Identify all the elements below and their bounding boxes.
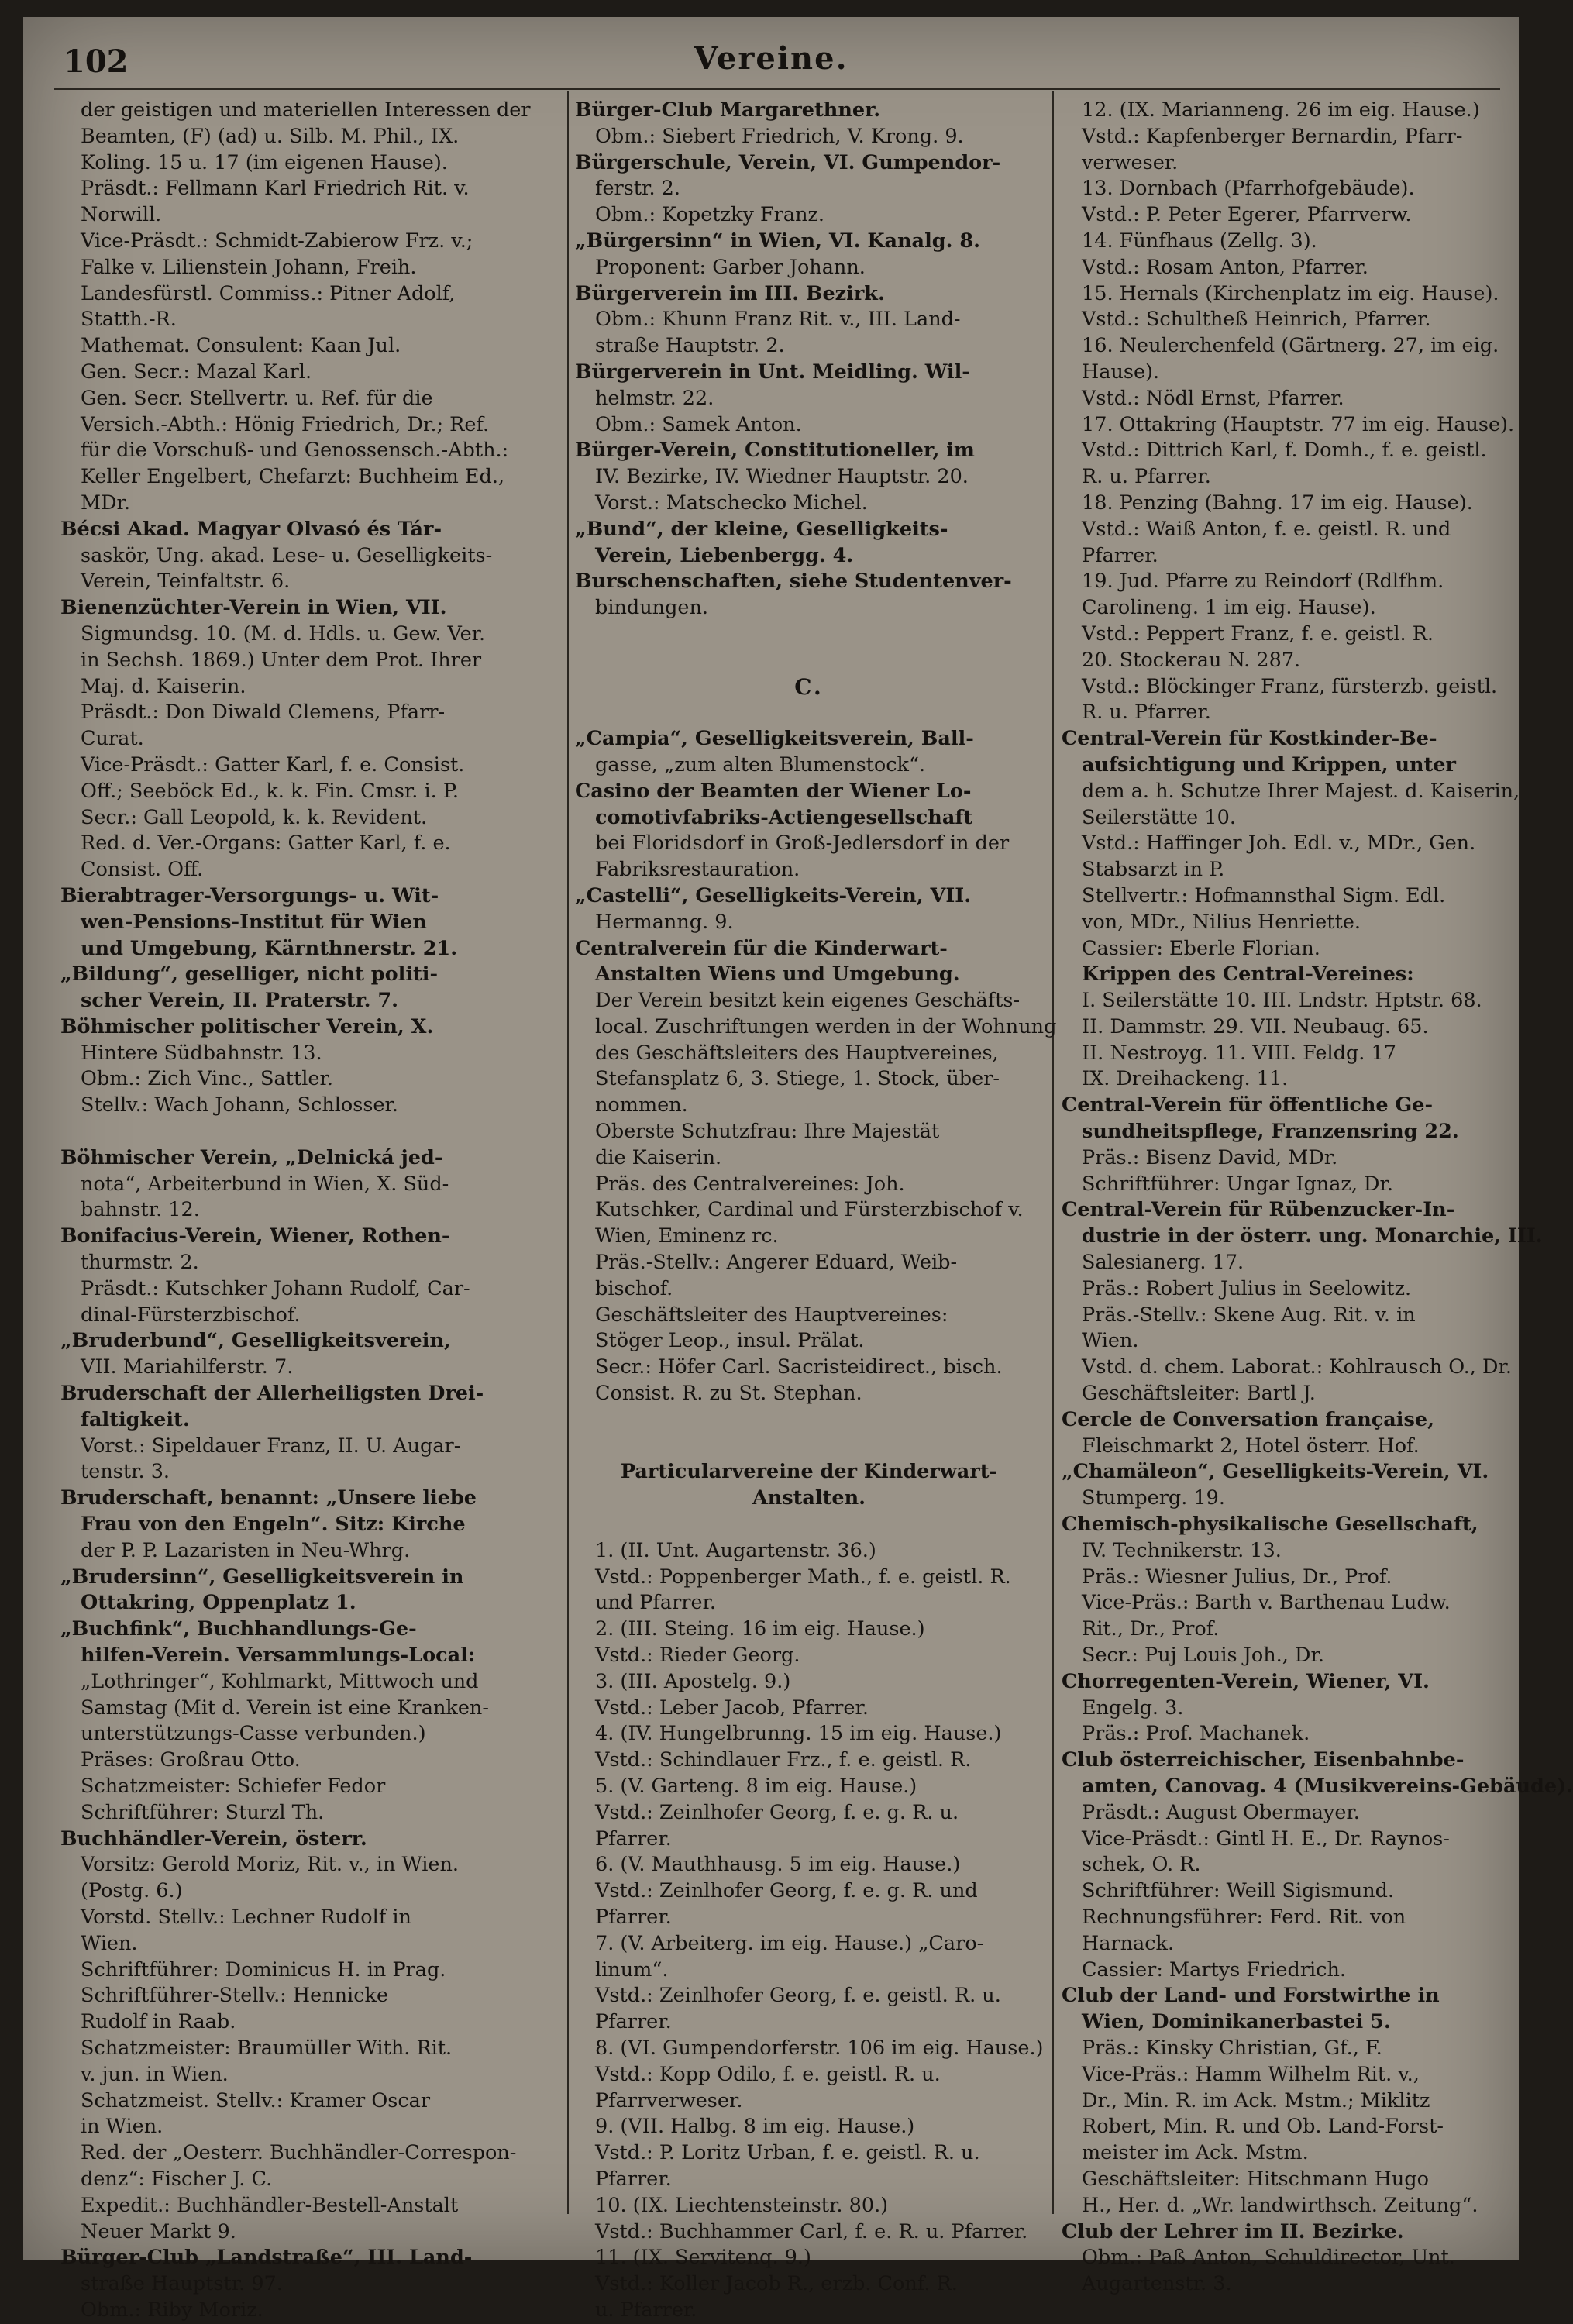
text-line: Krippen des Central-Vereines:	[1082, 962, 1414, 986]
text-line: Vstd.: Koller Jacob R., erzb. Conf. R.	[595, 2272, 958, 2296]
text-line: aufsichtigung und Krippen, unter	[1082, 752, 1456, 776]
text-line: linum“.	[595, 1957, 669, 1981]
text-line: Pfarrer.	[595, 2167, 672, 2191]
entry-heading: Bienenzüchter-Verein in Wien, VII.	[60, 596, 447, 620]
text-line: Wien.	[81, 1931, 138, 1955]
entry-heading: Chorregenten-Verein, Wiener, VI.	[1062, 1669, 1430, 1693]
text-line: Vstd.: Poppenberger Math., f. e. geistl. R.	[595, 1565, 1011, 1589]
text-line: Secr.: Puj Louis Joh., Dr.	[1082, 1644, 1324, 1668]
text-line: wen-Pensions-Institut für Wien	[81, 910, 427, 934]
text-line: v. jun. in Wien.	[81, 2062, 229, 2086]
page-number: 102	[64, 43, 129, 80]
text-line: Schatzmeist. Stellv.: Kramer Oscar	[81, 2088, 431, 2112]
text-line: thurmstr. 2.	[81, 1251, 199, 1275]
text-line: Vstd.: Rieder Georg.	[595, 1644, 800, 1668]
text-line: 12. (IX. Marianneng. 26 im eig. Hause.)	[1082, 98, 1480, 122]
entry-heading: „Campia“, Geselligkeitsverein, Ball-	[575, 727, 974, 751]
text-line: Koling. 15 u. 17 (im eigenen Hause).	[81, 150, 448, 174]
entry-heading: Club der Land- und Forstwirthe in	[1062, 1984, 1440, 2008]
entry-heading: Centralverein für die Kinderwart-	[575, 936, 948, 960]
text-line: Präs.: Bisenz David, MDr.	[1082, 1145, 1338, 1169]
text-line: Fabriksrestauration.	[595, 858, 800, 882]
text-line: Secr.: Gall Leopold, k. k. Revident.	[81, 805, 428, 829]
text-line: Vice-Präsdt.: Schmidt-Zabierow Frz. v.;	[81, 229, 473, 253]
text-line: Ottakring, Oppenplatz 1.	[81, 1591, 356, 1615]
text-line: Neuer Markt 9.	[81, 2219, 236, 2243]
text-line: 2. (III. Steing. 16 im eig. Hause.)	[595, 1617, 925, 1641]
text-line: Keller Engelbert, Chefarzt: Buchheim Ed.,	[81, 465, 505, 489]
text-line: 16. Neulerchenfeld (Gärtnerg. 27, im eig.	[1082, 334, 1499, 358]
text-line: I. Seilerstätte 10. III. Lndstr. Hptstr. 68.	[1082, 989, 1482, 1013]
text-line: 6. (V. Mauthhausg. 5 im eig. Hause.)	[595, 1853, 961, 1877]
entry-heading: Böhmischer Verein, „Delnická jed-	[60, 1145, 443, 1169]
text-line: der geistigen und materiellen Interessen der	[81, 98, 531, 122]
text-line: bei Floridsdorf in Groß-Jedlersdorf in der	[595, 831, 1010, 856]
text-line: Dr., Min. R. im Ack. Mstm.; Miklitz	[1082, 2088, 1430, 2112]
entry-heading: Bruderschaft, benannt: „Unsere liebe	[60, 1486, 477, 1510]
text-line: 18. Penzing (Bahng. 17 im eig. Hause).	[1082, 491, 1473, 515]
entry-heading: Bürgerschule, Verein, VI. Gumpendor-	[575, 150, 1001, 174]
text-line: Vice-Präsdt.: Gatter Karl, f. e. Consist.	[81, 752, 465, 776]
text-line: Robert, Min. R. und Ob. Land-Forst-	[1082, 2115, 1444, 2139]
text-line: unterstützungs-Casse verbunden.)	[81, 1722, 426, 1746]
text-line: (Postg. 6.)	[81, 1879, 183, 1903]
text-line: Schriftführer: Dominicus H. in Prag.	[81, 1957, 446, 1981]
text-line: Obm.: Paß Anton, Schuldirector, Unt.	[1082, 2246, 1455, 2270]
text-line: comotivfabriks-Actiengesellschaft	[595, 805, 973, 829]
entry-heading: Bierabtrager-Versorgungs- u. Wit-	[60, 883, 439, 907]
text-line: Stefansplatz 6, 3. Stiege, 1. Stock, über-	[595, 1067, 1000, 1091]
blank-line	[575, 648, 1043, 674]
subsection-heading: Anstalten.	[752, 1486, 866, 1510]
text-line: Gen. Secr.: Mazal Karl.	[81, 360, 312, 384]
text-line: MDr.	[81, 491, 131, 515]
text-line: Präs.: Wiesner Julius, Dr., Prof.	[1082, 1565, 1392, 1589]
text-line: IV. Technikerstr. 13.	[1082, 1538, 1282, 1562]
text-line: Vorsitz: Gerold Moriz, Rit. v., in Wien.	[81, 1853, 460, 1877]
text-line: Vstd.: Buchhammer Carl, f. e. R. u. Pfarrer.	[595, 2219, 1028, 2243]
entry-heading: Buchhändler-Verein, österr.	[60, 1826, 367, 1851]
entry-heading: Club österreichischer, Eisenbahnbe-	[1062, 1748, 1465, 1772]
text-line: Präsdt.: August Obermayer.	[1082, 1800, 1360, 1824]
text-line: und Umgebung, Kärnthnerstr. 21.	[81, 936, 458, 960]
text-line: amten, Canovag. 4 (Musikvereins-Gebäude).	[1082, 1775, 1573, 1798]
text-line: R. u. Pfarrer.	[1082, 465, 1211, 489]
text-line: Vstd.: P. Peter Egerer, Pfarrverw.	[1082, 203, 1412, 227]
text-line: in Wien.	[81, 2115, 163, 2139]
entry-heading: Chemisch-physikalische Gesellschaft,	[1062, 1513, 1478, 1537]
entry-heading: Bürger-Verein, Constitutioneller, im	[575, 439, 975, 463]
entry-heading: Burschenschaften, siehe Studentenver-	[575, 570, 1012, 594]
text-line: Geschäftsleiter: Bartl J.	[1082, 1382, 1316, 1406]
text-line: Stöger Leop., insul. Prälat.	[595, 1329, 865, 1353]
text-column-middle	[575, 98, 1057, 2322]
text-line: Der Verein besitzt kein eigenes Geschäfts-	[595, 989, 1021, 1013]
text-line: Pfarrer.	[595, 1905, 672, 1929]
text-line: Geschäftsleiter: Hitschmann Hugo	[1082, 2167, 1429, 2191]
text-line: der P. P. Lazaristen in Neu-Whrg.	[81, 1538, 411, 1562]
text-line: R. u. Pfarrer.	[1082, 701, 1211, 725]
book-page	[23, 17, 1573, 2322]
text-line: Curat.	[81, 727, 144, 751]
text-line: Vstd.: Nödl Ernst, Pfarrer.	[1082, 386, 1344, 410]
text-line: Wien, Eminenz rc.	[595, 1224, 779, 1248]
text-line: Rudolf in Raab.	[81, 2010, 236, 2034]
text-line: Frau von den Engeln“. Sitz: Kirche	[81, 1513, 466, 1537]
entry-heading: Bürger-Club „Landstraße“, III. Land-	[60, 2246, 473, 2270]
text-line: 5. (V. Garteng. 8 im eig. Hause.)	[595, 1775, 917, 1798]
text-line: Falke v. Lilienstein Johann, Freih.	[81, 255, 417, 279]
text-line: nota“, Arbeiterbund in Wien, X. Süd-	[81, 1172, 449, 1196]
entry-heading: Bonifacius-Verein, Wiener, Rothen-	[60, 1224, 450, 1248]
text-line: Vstd. d. chem. Laborat.: Kohlrausch O., Dr.	[1082, 1355, 1512, 1379]
entry-heading: Central-Verein für Rübenzucker-In-	[1062, 1198, 1455, 1222]
entry-heading: „Bund“, der kleine, Geselligkeits-	[575, 517, 948, 541]
column-divider	[567, 91, 569, 2214]
text-line: Obm.: Khunn Franz Rit. v., III. Land-	[595, 308, 961, 332]
text-line: Schatzmeister: Braumüller With. Rit.	[81, 2036, 453, 2060]
entry-heading: Casino der Beamten der Wiener Lo-	[575, 779, 972, 803]
text-line: Stabsarzt in P.	[1082, 858, 1225, 882]
text-line: des Geschäftsleiters des Hauptvereines,	[595, 1041, 999, 1065]
entry-heading: Bürger-Club Margarethner.	[575, 98, 881, 122]
text-line: Vstd.: Leber Jacob, Pfarrer.	[595, 1696, 869, 1720]
entry-heading: Central-Verein für öffentliche Ge-	[1062, 1093, 1434, 1117]
text-line: II. Dammstr. 29. VII. Neubaug. 65.	[1082, 1014, 1429, 1038]
text-line: Vice-Präs.: Hamm Wilhelm Rit. v.,	[1082, 2062, 1420, 2086]
text-line: Secr.: Höfer Carl. Sacristeidirect., bisch.	[595, 1355, 1003, 1379]
text-line: u. Pfarrer.	[595, 2298, 697, 2322]
text-line: Obm.: Samek Anton.	[595, 412, 802, 436]
text-line: Vstd.: Kapfenberger Bernardin, Pfarr-	[1082, 124, 1463, 148]
text-line: Obm.: Kopetzky Franz.	[595, 203, 825, 227]
text-line: meister im Ack. Mstm.	[1082, 2141, 1309, 2165]
subsection-heading: Particularvereine der Kinderwart-	[620, 1460, 998, 1484]
text-line: Pfarrverweser.	[595, 2088, 743, 2112]
text-line: Präses: Großrau Otto.	[81, 1748, 301, 1772]
entry-heading: „Buchfink“, Buchhandlungs-Ge-	[60, 1617, 417, 1641]
text-line: Vstd.: Kopp Odilo, f. e. geistl. R. u.	[595, 2062, 941, 2086]
text-line: Proponent: Garber Johann.	[595, 255, 866, 279]
text-line: Vstd.: Zeinlhofer Georg, f. e. geistl. R. u.	[595, 1984, 1001, 2008]
text-line: local. Zuschriftungen werden in der Wohnung	[595, 1014, 1057, 1038]
entry-heading: Bécsi Akad. Magyar Olvasó és Tár-	[60, 517, 442, 541]
text-line: Vstd.: Haffinger Joh. Edl. v., MDr., Gen.	[1082, 831, 1476, 856]
text-column-right	[1062, 98, 1573, 2296]
entry-heading: Bürgerverein im III. Bezirk.	[575, 281, 885, 305]
text-line: Schriftführer: Sturzl Th.	[81, 1800, 325, 1824]
text-line: Präs. des Centralvereines: Joh.	[595, 1172, 905, 1196]
text-line: helmstr. 22.	[595, 386, 714, 410]
text-line: Verein, Liebenbergg. 4.	[595, 543, 854, 567]
blank-line	[575, 700, 1043, 726]
text-line: Sigmundsg. 10. (M. d. Hdls. u. Gew. Ver.	[81, 621, 486, 646]
entry-heading: „Brudersinn“, Geselligkeitsverein in	[60, 1565, 464, 1589]
blank-line	[575, 1434, 1043, 1460]
text-line: Vstd.: Schultheß Heinrich, Pfarrer.	[1082, 308, 1431, 332]
text-line: Vstd.: Zeinlhofer Georg, f. e. g. R. und	[595, 1879, 978, 1903]
text-column-left	[60, 98, 556, 2322]
text-line: 20. Stockerau N. 287.	[1082, 648, 1301, 672]
text-line: scher Verein, II. Praterstr. 7.	[81, 989, 399, 1013]
text-line: für die Vorschuß- und Genossensch.-Abth.:	[81, 439, 509, 463]
text-line: straße Hauptstr. 2.	[595, 334, 785, 358]
text-line: sundheitspflege, Franzensring 22.	[1082, 1120, 1459, 1144]
text-line: Samstag (Mit d. Verein ist eine Kranken-	[81, 1696, 489, 1720]
text-line: Vice-Präsdt.: Gintl H. E., Dr. Raynos-	[1082, 1826, 1450, 1851]
entry-heading: Bruderschaft der Allerheiligsten Drei-	[60, 1382, 484, 1406]
header-rule	[54, 88, 1500, 90]
blank-line	[575, 1512, 1043, 1538]
text-line: Maj. d. Kaiserin.	[81, 674, 246, 698]
text-line: dinal-Fürsterzbischof.	[81, 1303, 301, 1327]
entry-heading: Central-Verein für Kostkinder-Be-	[1062, 727, 1437, 751]
entry-heading: „Bürgersinn“ in Wien, VI. Kanalg. 8.	[575, 229, 980, 253]
text-line: Vorst.: Sipeldauer Franz, II. U. Augar-	[81, 1434, 461, 1458]
text-line: Präsdt.: Fellmann Karl Friedrich Rit. v.	[81, 177, 470, 201]
text-line: Vstd.: Peppert Franz, f. e. geistl. R.	[1082, 621, 1434, 646]
text-line: 11. (IX. Servitenq. 9.)	[595, 2246, 811, 2270]
entry-heading: Böhmischer politischer Verein, X.	[60, 1014, 434, 1038]
text-line: 7. (V. Arbeiterg. im eig. Hause.) „Caro-	[595, 1931, 984, 1955]
text-line: Vstd.: Waiß Anton, f. e. geistl. R. und	[1082, 517, 1451, 541]
blank-line	[575, 621, 1043, 648]
text-line: Rechnungsführer: Ferd. Rit. von	[1082, 1905, 1406, 1929]
text-line: Präs.: Kinsky Christian, Gf., F.	[1082, 2036, 1382, 2060]
blank-line	[575, 1407, 1043, 1434]
section-letter: C.	[794, 673, 824, 700]
running-head: Vereine.	[694, 40, 848, 77]
text-line: und Pfarrer.	[595, 1591, 717, 1615]
text-line: Vorst.: Matschecko Michel.	[595, 491, 868, 515]
text-line: dustrie in der österr. ung. Monarchie, III.	[1082, 1224, 1543, 1248]
text-line: Pfarrer.	[1082, 543, 1158, 567]
column-divider	[1052, 91, 1054, 2214]
text-line: Vorstd. Stellv.: Lechner Rudolf in	[81, 1905, 411, 1929]
text-line: Engelg. 3.	[1082, 1696, 1184, 1720]
text-line: Red. d. Ver.-Organs: Gatter Karl, f. e.	[81, 831, 451, 856]
text-line: VII. Mariahilferstr. 7.	[81, 1355, 294, 1379]
text-line: Seilerstätte 10.	[1082, 805, 1236, 829]
text-line: 19. Jud. Pfarre zu Reindorf (Rdlfhm.	[1082, 570, 1444, 594]
text-line: 1. (II. Unt. Augartenstr. 36.)	[595, 1538, 876, 1562]
text-line: Obm.: Zich Vinc., Sattler.	[81, 1067, 333, 1091]
text-line: Carolineng. 1 im eig. Hause).	[1082, 596, 1376, 620]
text-line: 4. (IV. Hungelbrunng. 15 im eig. Hause.)	[595, 1722, 1002, 1746]
text-line: Salesianerg. 17.	[1082, 1251, 1244, 1275]
text-line: 10. (IX. Liechtensteinstr. 80.)	[595, 2193, 889, 2217]
text-line: Norwill.	[81, 203, 162, 227]
text-line: Vstd.: P. Loritz Urban, f. e. geistl. R. u.	[595, 2141, 980, 2165]
text-line: 14. Fünfhaus (Zellg. 3).	[1082, 229, 1317, 253]
text-line: Vstd.: Zeinlhofer Georg, f. e. g. R. u.	[595, 1800, 959, 1824]
text-line: Beamten, (F) (ad) u. Silb. M. Phil., IX.	[81, 124, 460, 148]
text-line: Vstd.: Dittrich Karl, f. Domh., f. e. geistl.	[1082, 439, 1487, 463]
text-line: Verein, Teinfaltstr. 6.	[81, 570, 291, 594]
text-line: Kutschker, Cardinal und Fürsterzbischof v.	[595, 1198, 1024, 1222]
text-line: saskör, Ung. akad. Lese- u. Geselligkeits-	[81, 543, 493, 567]
text-line: denz“: Fischer J. C.	[81, 2167, 273, 2191]
text-line: Schriftführer: Ungar Ignaz, Dr.	[1082, 1172, 1393, 1196]
text-line: Vstd.: Blöckinger Franz, fürsterzb. geistl.	[1082, 674, 1498, 698]
text-line: Präs.: Prof. Machanek.	[1082, 1722, 1310, 1746]
text-line: verweser.	[1082, 150, 1179, 174]
entry-heading: Cercle de Conversation française,	[1062, 1407, 1434, 1431]
text-line: Vice-Präs.: Barth v. Barthenau Ludw.	[1082, 1591, 1451, 1615]
text-line: Stumperg. 19.	[1082, 1486, 1226, 1510]
text-line: Obm.: Riby Moriz.	[81, 2298, 263, 2322]
text-line: Wien.	[1082, 1329, 1139, 1353]
entry-heading: „Bildung“, geselliger, nicht politi-	[60, 962, 439, 986]
text-line: Stellvertr.: Hofmannsthal Sigm. Edl.	[1082, 883, 1446, 907]
text-line: Versich.-Abth.: Hönig Friedrich, Dr.; Ref.	[81, 412, 490, 436]
text-line: Statth.-R.	[81, 308, 177, 332]
text-line: Schriftführer-Stellv.: Hennicke	[81, 1984, 389, 2008]
entry-heading: Bürgerverein in Unt. Meidling. Wil-	[575, 360, 970, 384]
text-line: Gen. Secr. Stellvertr. u. Ref. für die	[81, 386, 433, 410]
text-line: tenstr. 3.	[81, 1460, 170, 1484]
text-line: II. Nestroyg. 11. VIII. Feldg. 17	[1082, 1041, 1396, 1065]
text-line: Oberste Schutzfrau: Ihre Majestät	[595, 1120, 940, 1144]
text-line: Präs.: Robert Julius in Seelowitz.	[1082, 1276, 1412, 1300]
text-line: H., Her. d. „Wr. landwirthsch. Zeitung“.	[1082, 2193, 1478, 2217]
text-line: Consist. Off.	[81, 858, 204, 882]
text-line: Hintere Südbahnstr. 13.	[81, 1041, 322, 1065]
text-line: Vstd.: Schindlauer Frz., f. e. geistl. R.	[595, 1748, 972, 1772]
text-line: Wien, Dominikanerbastei 5.	[1082, 2010, 1391, 2034]
text-line: Cassier: Martys Friedrich.	[1082, 1957, 1346, 1981]
text-line: Präs.-Stellv.: Skene Aug. Rit. v. in	[1082, 1303, 1416, 1327]
text-line: Vstd.: Rosam Anton, Pfarrer.	[1082, 255, 1368, 279]
text-line: Pfarrer.	[595, 2010, 672, 2034]
text-line: 8. (VI. Gumpendorferstr. 106 im eig. Hause.)	[595, 2036, 1044, 2060]
entry-heading: „Bruderbund“, Geselligkeitsverein,	[60, 1329, 451, 1353]
text-line: 3. (III. Apostelg. 9.)	[595, 1669, 791, 1693]
text-line: Expedit.: Buchhändler-Bestell-Anstalt	[81, 2193, 459, 2217]
text-line: faltigkeit.	[81, 1407, 190, 1431]
text-line: bischof.	[595, 1276, 673, 1300]
entry-heading: „Castelli“, Geselligkeits-Verein, VII.	[575, 883, 972, 907]
text-line: Anstalten Wiens und Umgebung.	[595, 962, 960, 986]
text-line: 13. Dornbach (Pfarrhofgebäude).	[1082, 177, 1415, 201]
text-line: „Lothringer“, Kohlmarkt, Mittwoch und	[81, 1669, 479, 1693]
text-line: 15. Hernals (Kirchenplatz im eig. Hause).	[1082, 281, 1499, 305]
text-line: Mathemat. Consulent: Kaan Jul.	[81, 334, 401, 358]
text-line: Hause).	[1082, 360, 1160, 384]
text-line: die Kaiserin.	[595, 1145, 722, 1169]
text-line: schek, O. R.	[1082, 1853, 1201, 1877]
text-line: Red. der „Oesterr. Buchhändler-Correspon-	[81, 2141, 517, 2165]
text-line: ferstr. 2.	[595, 177, 680, 201]
text-line: Pfarrer.	[595, 1826, 672, 1851]
text-line: Off.; Seeböck Ed., k. k. Fin. Cmsr. i. P.	[81, 779, 459, 803]
text-line: Consist. R. zu St. Stephan.	[595, 1382, 862, 1406]
text-line: Rit., Dr., Prof.	[1082, 1617, 1220, 1641]
text-line: 17. Ottakring (Hauptstr. 77 im eig. Hause).	[1082, 412, 1515, 436]
text-line: von, MDr., Nilius Henriette.	[1082, 910, 1361, 934]
text-line: nommen.	[595, 1093, 688, 1117]
text-line: Geschäftsleiter des Hauptvereines:	[595, 1303, 948, 1327]
text-line: Harnack.	[1082, 1931, 1175, 1955]
text-line: Obm.: Siebert Friedrich, V. Krong. 9.	[595, 124, 964, 148]
text-line: straße Hauptstr. 97.	[81, 2272, 283, 2296]
text-line: IX. Dreihackeng. 11.	[1082, 1067, 1289, 1091]
blank-line	[60, 1119, 556, 1145]
entry-heading: Club der Lehrer im II. Bezirke.	[1062, 2219, 1404, 2243]
text-line: in Sechsh. 1869.) Unter dem Prot. Ihrer	[81, 648, 482, 672]
text-line: Präs.-Stellv.: Angerer Eduard, Weib-	[595, 1251, 958, 1275]
text-line: Hermanng. 9.	[595, 910, 734, 934]
text-line: Präsdt.: Kutschker Johann Rudolf, Car-	[81, 1276, 470, 1300]
text-line: hilfen-Verein. Versammlungs-Local:	[81, 1644, 476, 1668]
text-line: bindungen.	[595, 596, 709, 620]
text-line: Schatzmeister: Schiefer Fedor	[81, 1775, 386, 1798]
text-line: Präsdt.: Don Diwald Clemens, Pfarr-	[81, 701, 446, 725]
text-line: Fleischmarkt 2, Hotel österr. Hof.	[1082, 1434, 1420, 1458]
text-line: Augartenstr. 3.	[1082, 2272, 1232, 2296]
entry-heading: „Chamäleon“, Geselligkeits-Verein, VI.	[1062, 1460, 1489, 1484]
text-line: 9. (VII. Halbg. 8 im eig. Hause.)	[595, 2115, 915, 2139]
text-line: Landesfürstl. Commiss.: Pitner Adolf,	[81, 281, 456, 305]
text-line: Schriftführer: Weill Sigismund.	[1082, 1879, 1395, 1903]
text-line: gasse, „zum alten Blumenstock“.	[595, 752, 926, 776]
text-line: IV. Bezirke, IV. Wiedner Hauptstr. 20.	[595, 465, 969, 489]
text-line: bahnstr. 12.	[81, 1198, 200, 1222]
text-line: dem a. h. Schutze Ihrer Majest. d. Kaiserin,	[1082, 779, 1520, 803]
text-line: Stellv.: Wach Johann, Schlosser.	[81, 1093, 399, 1117]
text-line: Cassier: Eberle Florian.	[1082, 936, 1320, 960]
